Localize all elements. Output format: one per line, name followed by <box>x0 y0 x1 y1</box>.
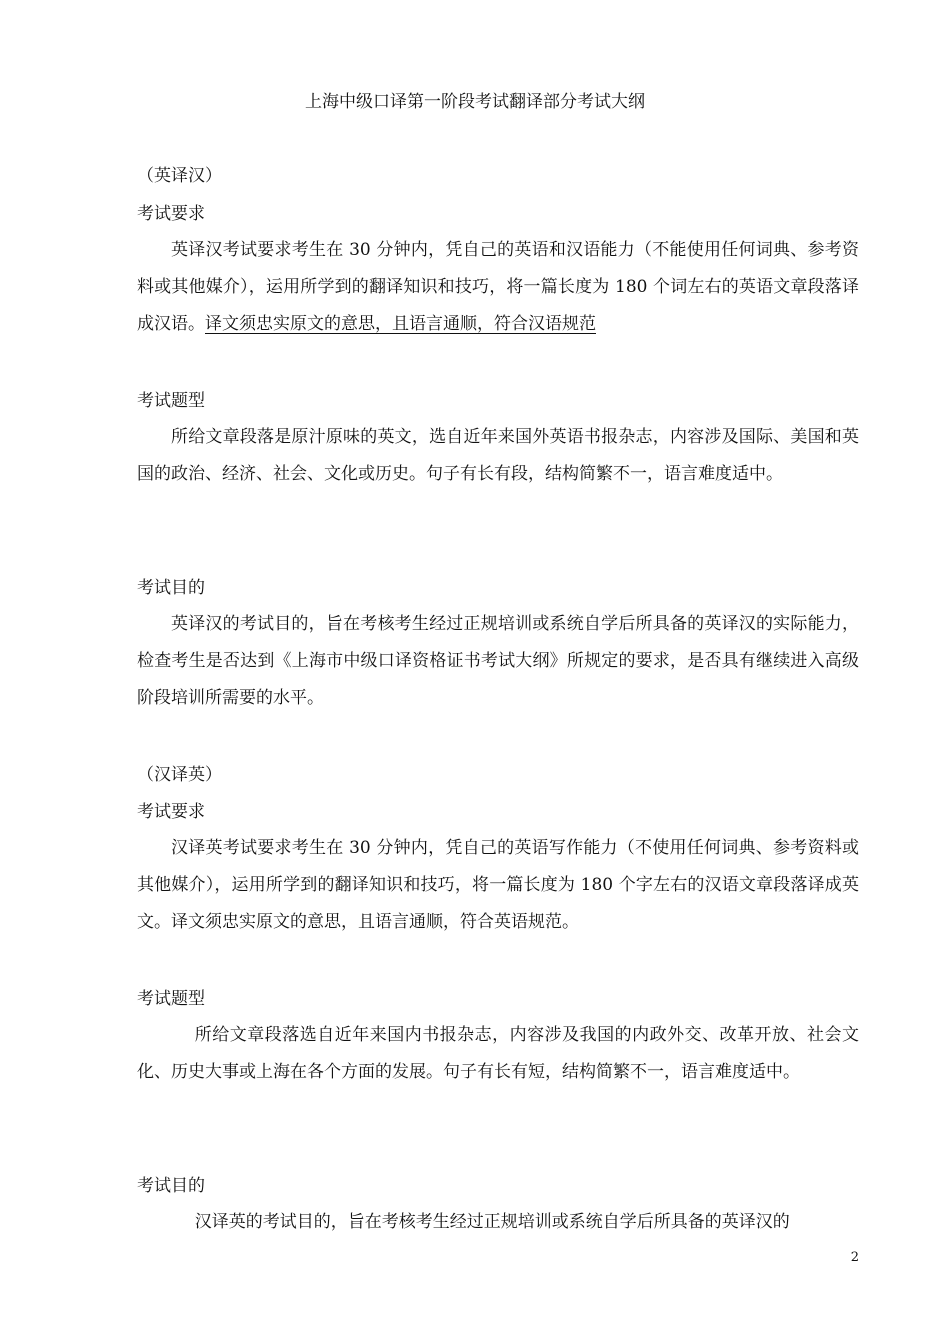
purpose-heading-zh-en: 考试目的 <box>137 1176 205 1196</box>
question-type-paragraph-zh-en: 所给文章段落选自近年来国内书报杂志，内容涉及我国的内政外交、改革开放、社会文化、历史大事或上海在各个方面的发展。句子有长有短，结构简繁不一，语言难度适中。 <box>137 1025 859 1082</box>
question-type-heading-zh-en: 考试题型 <box>137 989 205 1009</box>
requirements-paragraph-en-zh <box>137 232 859 343</box>
page-number: 2 <box>850 1250 859 1265</box>
section-heading-zh-en: （汉译英） <box>137 765 222 785</box>
document-title: 上海中级口译第一阶段考试翻译部分考试大纲 <box>305 92 645 112</box>
purpose-heading-en-zh: 考试目的 <box>137 578 205 598</box>
purpose-paragraph-en-zh: 英译汉的考试目的，旨在考核考生经过正规培训或系统自学后所具备的英译汉的实际能力，检查考生是否达到《上海市中级口译资格证书考试大纲》所规定的要求，是否具有继续进入高级阶段培训所需要的水平。 <box>137 614 859 708</box>
requirements-text-en-zh: 英译汉考试要求考生在 30 分钟内，凭自己的英语和汉语能力（不能使用任何词典、参考资料或其他媒介），运用所学到的翻译知识和技巧，将一篇长度为 180 个词左右的英语文章段落译成汉语。 <box>137 240 859 334</box>
section-heading-en-zh: （英译汉） <box>137 166 222 186</box>
requirements-underlined-text-en-zh: 译文须忠实原文的意思，且语言通顺，符合汉语规范 <box>205 314 596 334</box>
requirements-heading-en-zh: 考试要求 <box>137 204 205 224</box>
question-type-paragraph-en-zh: 所给文章段落是原汁原味的英文，选自近年来国外英语书报杂志，内容涉及国际、美国和英国的政治、经济、社会、文化或历史。句子有长有段，结构简繁不一，语言难度适中。 <box>137 427 859 484</box>
requirements-heading-zh-en: 考试要求 <box>137 802 205 822</box>
requirements-paragraph-zh-en: 汉译英考试要求考生在 30 分钟内，凭自己的英语写作能力（不使用任何词典、参考资料或其他媒介），运用所学到的翻译知识和技巧，将一篇长度为 180 个字左右的汉语文章段落译成英文。译文须忠实原文的意思，且语言通顺，符合英语规范。 <box>137 838 859 932</box>
purpose-paragraph-zh-en: 汉译英的考试目的，旨在考核考生经过正规培训或系统自学后所具备的英译汉的 <box>194 1212 790 1232</box>
question-type-heading-en-zh: 考试题型 <box>137 391 205 411</box>
